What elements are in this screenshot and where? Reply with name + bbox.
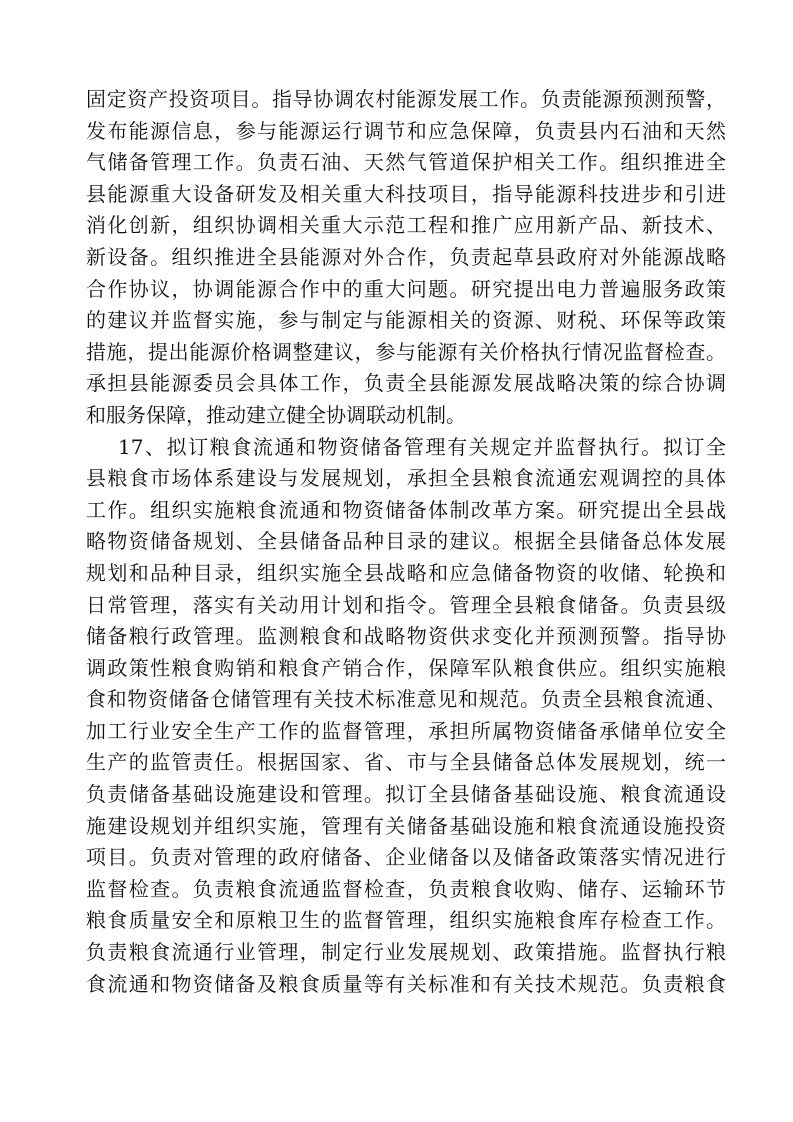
text-line: 消化创新，组织协调相关重大示范工程和推广应用新产品、新技术、 <box>86 213 726 238</box>
text-line: 县粮食市场体系建设与发展规划，承担全县粮食流通宏观调控的具体 <box>86 466 726 491</box>
text-line: 县能源重大设备研发及相关重大科技项目，指导能源科技进步和引进 <box>86 181 726 206</box>
document-body <box>86 84 726 1000</box>
text-line: 生产的监管责任。根据国家、省、市与全县储备总体发展规划，统一 <box>86 750 726 775</box>
text-line: 气储备管理工作。负责石油、天然气管道保护相关工作。组织推进全 <box>86 150 726 175</box>
text-line: 加工行业安全生产工作的监督管理，承担所属物资储备承储单位安全 <box>86 718 726 743</box>
text-line: 日常管理，落实有关动用计划和指令。管理全县粮食储备。负责县级 <box>86 592 726 617</box>
text-line: 发布能源信息，参与能源运行调节和应急保障，负责县内石油和天然 <box>86 118 726 143</box>
text-line: 承担县能源委员会具体工作，负责全县能源发展战略决策的综合协调 <box>86 371 726 396</box>
item-17-heading-line: 17、拟订粮食流通和物资储备管理有关规定并监督执行。拟订全 <box>118 434 726 459</box>
text-line: 的建议并监督实施，参与制定与能源相关的资源、财税、环保等政策 <box>86 308 726 333</box>
text-line: 项目。负责对管理的政府储备、企业储备以及储备政策落实情况进行 <box>86 845 726 870</box>
text-line: 负责储备基础设施建设和管理。拟订全县储备基础设施、粮食流通设 <box>86 782 726 807</box>
text-line: 粮食质量安全和原粮卫生的监督管理，组织实施粮食库存检查工作。 <box>86 908 726 933</box>
text-line: 负责粮食流通行业管理，制定行业发展规划、政策措施。监督执行粮 <box>86 940 726 965</box>
text-line: 新设备。组织推进全县能源对外合作，负责起草县政府对外能源战略 <box>86 244 726 269</box>
text-line: 食和物资储备仓储管理有关技术标准意见和规范。负责全县粮食流通、 <box>86 687 726 712</box>
text-line: 储备粮行政管理。监测粮食和战略物资供求变化并预测预警。指导协 <box>86 624 726 649</box>
text-line: 食流通和物资储备及粮食质量等有关标准和有关技术规范。负责粮食 <box>86 971 726 996</box>
text-line: 合作协议，协调能源合作中的重大问题。研究提出电力普遍服务政策 <box>86 276 726 301</box>
text-line: 固定资产投资项目。指导协调农村能源发展工作。负责能源预测预警， <box>86 87 726 111</box>
text-line: 规划和品种目录，组织实施全县战略和应急储备物资的收储、轮换和 <box>86 560 726 585</box>
text-line: 施建设规划并组织实施，管理有关储备基础设施和粮食流通设施投资 <box>86 813 726 838</box>
text-line: 略物资储备规划、全县储备品种目录的建议。根据全县储备总体发展 <box>86 529 726 554</box>
paragraph-end-line: 和服务保障，推动建立健全协调联动机制。 <box>86 402 466 427</box>
text-line: 措施，提出能源价格调整建议，参与能源有关价格执行情况监督检查。 <box>86 339 726 364</box>
text-line: 调政策性粮食购销和粮食产销合作，保障军队粮食供应。组织实施粮 <box>86 655 726 680</box>
text-line: 工作。组织实施粮食流通和物资储备体制改革方案。研究提出全县战 <box>86 497 726 522</box>
text-line: 监督检查。负责粮食流通监督检查，负责粮食收购、储存、运输环节 <box>86 876 726 901</box>
